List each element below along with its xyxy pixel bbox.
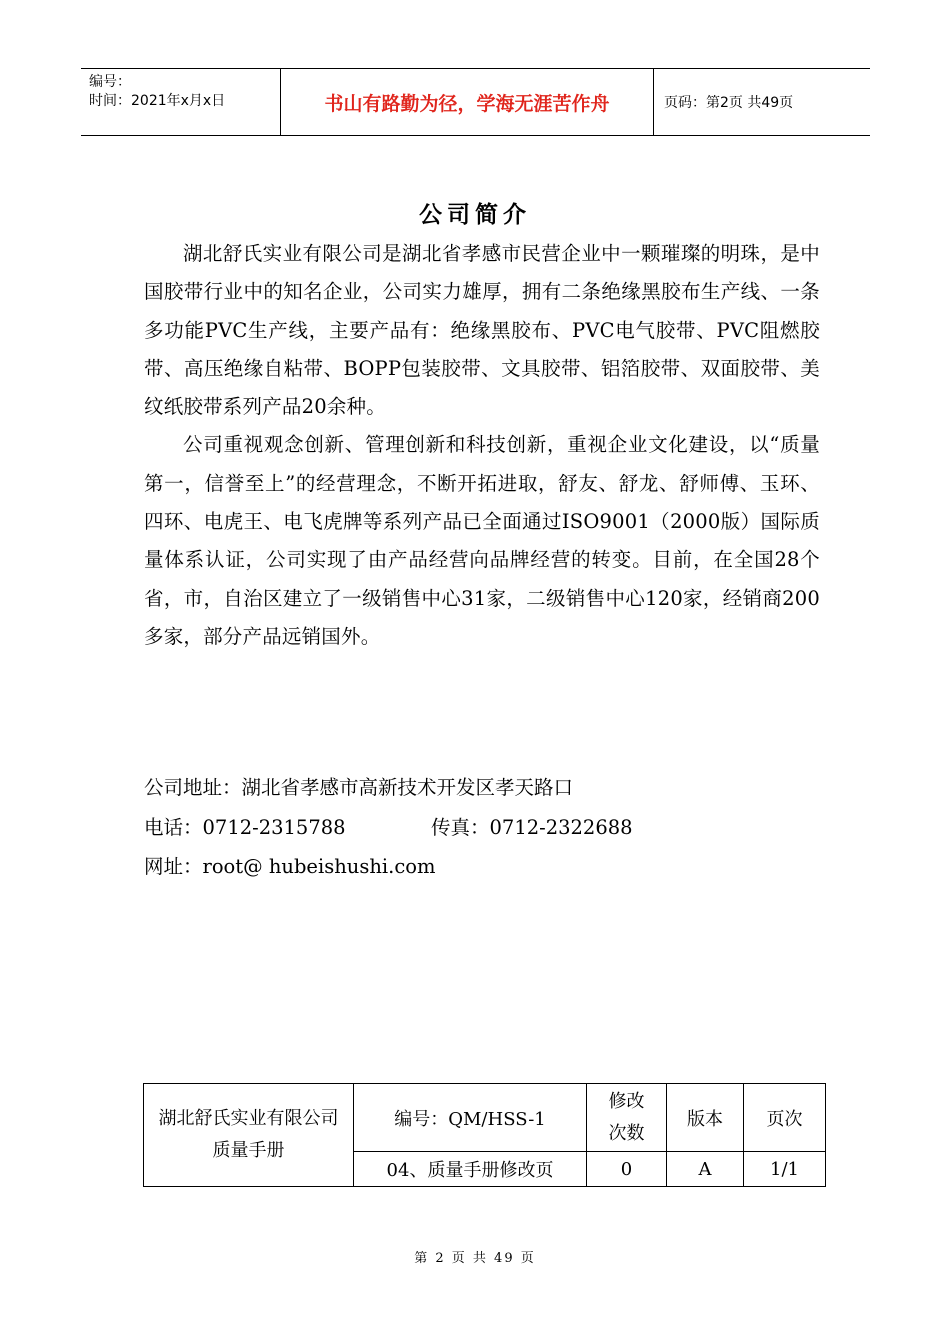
table-revision-header (587, 1084, 667, 1152)
table-revision-header-line2: 次数 (608, 1122, 645, 1144)
header-code-label: 编号： (89, 74, 131, 90)
table-revision-header-line1: 修改 (608, 1090, 645, 1112)
document-control-table (143, 1083, 826, 1187)
page-title: 公司简介 (419, 202, 531, 228)
intro-paragraph-1: 湖北舒氏实业有限公司是湖北省孝感市民营企业中一颗璀璨的明珠，是中国胶带行业中的知名企业，公司实力雄厚，拥有二条绝缘黑胶布生产线、一条多功能PVC生产线，主要产品有：绝缘黑胶布、PVC电气胶带、PVC阻燃胶带、高压绝缘自粘带、BOPP包装胶带、文具胶带、铝箔胶带、双面胶带、美纹纸胶带系列产品20余种。 (144, 242, 820, 419)
company-intro (144, 235, 820, 656)
header-meta (81, 69, 281, 135)
header-page-info: 页码：第2页 共49页 (664, 95, 794, 111)
table-section: 04、质量手册修改页 (354, 1152, 587, 1187)
table-page: 1/1 (744, 1152, 826, 1187)
contact-fax: 传真：0712-2322688 (431, 815, 633, 839)
header-motto: 书山有路勤为径，学海无涯苦作舟 (281, 69, 654, 135)
intro-paragraph-2: 公司重视观念创新、管理创新和科技创新，重视企业文化建设，以“质量第一，信誉至上”的经营理念，不断开拓进取，舒友、舒龙、舒师傅、玉环、四环、电虎王、电飞虎牌等系列产品已全面通过ISO9001（2000版）国际质量体系认证，公司实现了由产品经营向品牌经营的转变。目前，在全国28个省，市，自治区建立了一级销售中心31家，二级销售中心120家，经销商200多家，部分产品远销国外。 (144, 433, 820, 648)
table-company-name: 湖北舒氏实业有限公司 (158, 1108, 339, 1129)
table-manual-name: 质量手册 (212, 1140, 285, 1161)
page-header (81, 68, 870, 136)
contact-address: 公司地址：湖北省孝感市高新技术开发区孝天路口 (144, 776, 574, 799)
table-version: A (667, 1152, 744, 1187)
contact-info (144, 768, 820, 887)
table-company-cell (144, 1084, 354, 1187)
header-date: 时间：2021年x月x日 (89, 93, 226, 109)
contact-phone: 电话：0712-2315788 (144, 815, 346, 839)
contact-website: 网址：root@ hubeishushi.com (144, 855, 436, 878)
page-footer: 第 2 页 共 49 页 (414, 1251, 536, 1266)
contact-phone-row (144, 808, 820, 848)
table-doc-code: 编号：QM/HSS-1 (354, 1084, 587, 1152)
table-page-header: 页次 (744, 1084, 826, 1152)
table-version-header: 版本 (667, 1084, 744, 1152)
table-revision: 0 (587, 1152, 667, 1187)
